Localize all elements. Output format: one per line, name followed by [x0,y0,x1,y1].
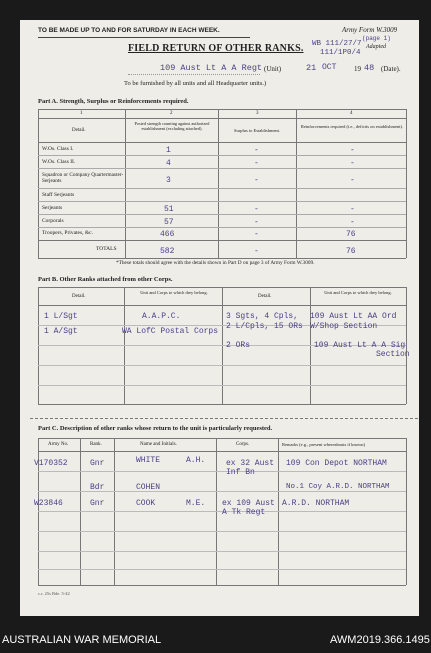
part-a-vline-0 [38,109,39,258]
footer-accession: AWM2019.366.1495 [330,634,430,646]
c-row3-army-no: W23846 [34,499,63,508]
c-row3-rank: Gnr [90,499,105,508]
footer-source: AUSTRALIAN WAR MEMORIAL [2,634,162,646]
row-sep-1 [38,155,406,156]
c-hdr-name: Name and Initials. [140,442,177,447]
part-a-rule-totals [38,240,406,241]
c-row2-name: COHEN [136,483,161,492]
c-hdr-army-no: Army No. [48,442,69,447]
row-detail-ssgt: Staff Serjeants [42,192,75,198]
row-reinf-wo1: - [350,146,355,155]
b-hdr-unit-right: Unit and Corps to which they belong. [324,290,392,295]
b-right-detail-3: 2 ORs [226,341,251,350]
b-left-unit-2: WA LofC Postal Corps [122,327,219,336]
totals-note: *These totals should agree with the details shown in Part D on page 3 of Army Form W.3009. [116,260,315,266]
part-c-rule-top [38,438,406,439]
date-day: 21 [306,63,317,73]
furnish-note: To be furnished by all units and all Headquarter units.) [124,80,267,87]
row-surplus-wo2: - [254,159,259,168]
c-hdr-corps: Corps. [236,442,250,447]
col-num-4: 4 [350,111,353,116]
totals-surplus: - [254,247,259,256]
date-year: 48 [364,63,375,73]
c-row3-remarks: A.R.D. NORTHAM [282,499,350,508]
c-hdr-remarks: Remarks (e.g., present whereabouts if known) [282,442,365,447]
hdr-reinforcement: Reinforcements required (i.e., deficits on establishment). [300,124,404,129]
part-a-vline-2 [218,109,219,258]
row-detail-cqms: Squadron or Company Quartermaster-Serjeants [42,172,124,184]
c-line-4 [38,531,406,532]
part-a-vline-3 [296,109,297,258]
c-row1-initials: A.H. [186,456,206,465]
b-line-4 [38,385,406,386]
part-c-heading: Part C. Description of other ranks whose return to the unit is particularly requested. [38,425,273,432]
row-surplus-wo1: - [254,146,259,155]
instruction-underline [38,37,250,38]
hdr-posted: Posted strength counting against authorized establishment (excluding attached). [134,121,210,131]
c-row3-initials: M.E. [186,499,206,508]
c-line-6 [38,569,406,570]
row-posted-pte: 466 [160,230,175,239]
date-year-prefix: 19 [354,65,361,73]
b-right-unit-3: 109 Aust Lt A A Sig [314,341,406,350]
b-right-unit-4: Section [376,350,410,359]
form-number: Army Form W.3009 [342,26,398,34]
row-detail-sgt: Serjeants [42,205,63,211]
page-title: FIELD RETURN OF OTHER RANKS. [128,43,304,54]
b-right-detail-2: 2 L/Cpls, 15 ORs [226,322,303,331]
hdr-detail: Detail. [72,128,86,133]
part-b-rule-bottom [38,404,406,405]
part-b-heading: Part B. Other Ranks attached from other Corps. [38,276,173,283]
c-row3-corps: ex 109 Aust [222,499,275,508]
unit-name: 109 Aust Lt A A Regt [160,63,263,73]
row-reinf-sgt: - [350,205,355,214]
row-surplus-sgt: - [254,205,259,214]
b-right-unit-2: W/Shop Section [310,322,378,331]
col-num-2: 2 [170,111,173,116]
col-num-3: 3 [256,111,259,116]
row-posted-wo1: 1 [166,146,171,155]
c-row3-corps-2: A Tk Regt [222,508,266,517]
row-detail-wo2: W.Os. Class II. [42,159,76,165]
row-posted-sgt: 51 [164,205,174,214]
adapted-note: Adapted [366,44,386,50]
row-detail-pte: Troopers, Privates, &c. [42,230,93,236]
totals-posted: 582 [160,247,175,256]
totals-reinf: 76 [346,247,356,256]
c-row1-corps-2: Inf Bn [226,468,255,477]
ref-line-1: WB 111/27/7 [312,40,362,48]
date-label: (Date). [381,65,401,73]
header-instruction: TO BE MADE UP TO AND FOR SATURDAY IN EACH WEEK. [38,27,220,34]
perforation-line [30,418,418,419]
b-right-unit-1: 109 Aust Lt AA Ord [310,312,397,321]
part-c-rule-hdr [38,451,406,452]
row-detail-wo1: W.Os. Class I. [42,146,74,152]
part-c-rule-bottom [38,585,406,586]
c-row1-remarks: 109 Con Depot NORTHAM [286,459,387,468]
row-reinf-pte: 76 [346,230,356,239]
b-line-3 [38,365,406,366]
row-sep-6 [38,227,406,228]
b-hdr-detail-right: Detail. [258,294,272,299]
b-left-detail-1: 1 L/Sgt [44,312,78,321]
c-row2-rank: Bdr [90,483,105,492]
c-row3-name: COOK [136,499,156,508]
c-row1-army-no: V170352 [34,459,68,468]
part-a-rule-top [38,109,406,110]
b-right-detail-1: 3 Sgts, 4 Cpls, [226,312,299,321]
part-a-vline-4 [406,109,407,258]
b-hdr-unit-left: Unit and Corps to which they belong. [140,290,208,295]
c-row1-corps: ex 32 Aust [226,459,275,468]
part-c-vline-5 [406,438,407,585]
row-sep-5 [38,214,406,215]
row-detail-cpl: Corporals [42,218,64,224]
row-posted-cqms: 3 [166,176,171,185]
row-sep-2 [38,168,406,169]
part-a-rule-bottom [38,258,406,259]
row-surplus-cqms: - [254,176,259,185]
date-month: OCT [322,63,337,72]
row-surplus-cpl: - [254,218,259,227]
unit-label: (Unit) [264,65,282,73]
hdr-surplus: Surplus to Establishment. [233,128,281,133]
part-a-rule-hdr [38,142,406,143]
part-b-vline-4 [406,287,407,404]
part-a-rule-nums [38,118,406,119]
ref-line-2: 111/1P0/4 [320,49,361,57]
unit-underline [128,74,260,75]
c-hdr-rank: Rank. [90,442,102,447]
totals-label: TOTALS [96,246,117,252]
row-surplus-pte: - [254,230,259,239]
c-line-5 [38,551,406,552]
print-code: c.r. 25s Bde. 5-42 [38,591,70,596]
c-row2-remarks: No.1 Coy A.R.D. NORTHAM [286,483,390,491]
row-posted-cpl: 57 [164,218,174,227]
c-row1-rank: Gnr [90,459,105,468]
b-hdr-detail-left: Detail. [72,294,86,299]
b-left-unit-1: A.A.P.C. [142,312,181,321]
row-posted-wo2: 4 [166,159,171,168]
c-row1-name: WHITE [136,456,161,465]
row-reinf-cqms: - [350,176,355,185]
part-a-vline-1 [125,109,126,258]
c-line-1 [38,471,406,472]
row-sep-4 [38,201,406,202]
part-a-heading: Part A. Strength, Surplus or Reinforcements required. [38,98,189,105]
row-sep-3 [38,188,406,189]
page-note: (page 1) [362,35,391,42]
col-num-1: 1 [80,111,83,116]
row-reinf-wo2: - [350,159,355,168]
row-reinf-cpl: - [350,218,355,227]
b-left-detail-2: 1 A/Sgt [44,327,78,336]
